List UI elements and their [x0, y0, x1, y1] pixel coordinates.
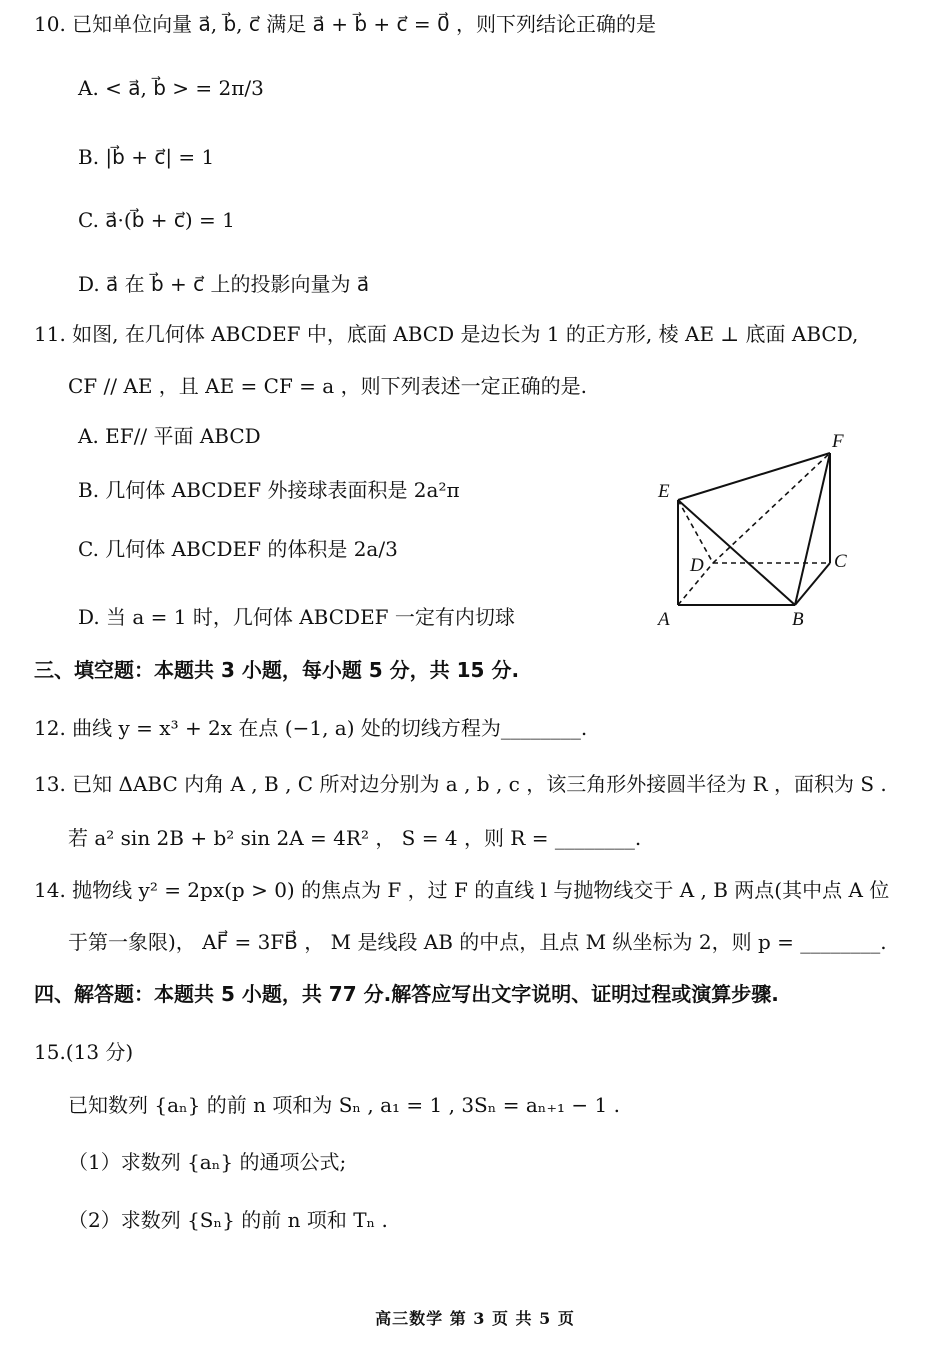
q10-option-a: A. < a⃗, b⃗ > = 2π/3 — [78, 76, 264, 100]
q11-option-d: D. 当 a = 1 时，几何体 ABCDEF 一定有内切球 — [78, 605, 515, 629]
q10-stem: 10. 已知单位向量 a⃗, b⃗, c⃗ 满足 a⃗ + b⃗ + c⃗ = 0⃗ ，则下列结论正确的是 — [34, 12, 657, 36]
label-d: D — [690, 555, 704, 576]
label-b: B — [792, 609, 804, 630]
q10-option-b: B. |b⃗ + c⃗| = 1 — [78, 145, 215, 169]
q15-part1: （1）求数列 {aₙ} 的通项公式; — [68, 1150, 347, 1174]
label-f: F — [832, 431, 844, 452]
q15-part2: （2）求数列 {Sₙ} 的前 n 项和 Tₙ . — [68, 1208, 388, 1232]
q15-stem: 已知数列 {aₙ} 的前 n 项和为 Sₙ , a₁ = 1 , 3Sₙ = aₙ₊₁ − 1 . — [68, 1093, 620, 1117]
edge-ed-hidden — [678, 500, 713, 563]
section4-heading: 四、解答题：本题共 5 小题，共 77 分.解答应写出文字说明、证明过程或演算步骤. — [34, 982, 779, 1006]
q10-option-c: C. a⃗·(b⃗ + c⃗) = 1 — [78, 208, 235, 232]
edge-bf — [795, 453, 830, 605]
edge-ef — [678, 453, 830, 500]
label-e: E — [658, 481, 670, 502]
q12: 12. 曲线 y = x³ + 2x 在点 (−1, a) 处的切线方程为________. — [34, 716, 588, 740]
q11-option-c: C. 几何体 ABCDEF 的体积是 2a/3 — [78, 537, 398, 561]
q13-line1: 13. 已知 ΔABC 内角 A , B , C 所对边分别为 a , b , c ，该三角形外接圆半径为 R ，面积为 S . — [34, 772, 887, 796]
label-a: A — [658, 609, 670, 630]
q11-option-b: B. 几何体 ABCDEF 外接球表面积是 2a²π — [78, 478, 460, 502]
q11-stem-line2: CF // AE ，且 AE = CF = a ，则下列表述一定正确的是. — [68, 374, 587, 398]
q14-line1: 14. 抛物线 y² = 2px(p > 0) 的焦点为 F ，过 F 的直线 l 与抛物线交于 A , B 两点(其中点 A 位 — [34, 878, 890, 902]
page-footer: 高三数学 第 3 页 共 5 页 — [375, 1309, 575, 1328]
geometry-figure — [650, 425, 870, 635]
label-c: C — [834, 551, 847, 572]
q10-option-d: D. a⃗ 在 b⃗ + c⃗ 上的投影向量为 a⃗ — [78, 272, 370, 296]
q14-line2: 于第一象限)， AF⃗ = 3FB⃗ ， M 是线段 AB 的中点，且点 M 纵坐标为 2，则 p = ________. — [68, 930, 887, 954]
q13-line2: 若 a² sin 2B + b² sin 2A = 4R² ， S = 4 ，则 R = ________. — [68, 826, 642, 850]
q15-title: 15.(13 分) — [34, 1040, 134, 1064]
q11-option-a: A. EF// 平面 ABCD — [78, 424, 261, 448]
q11-stem-line1: 11. 如图, 在几何体 ABCDEF 中，底面 ABCD 是边长为 1 的正方形, 棱 AE ⊥ 底面 ABCD, — [34, 322, 859, 346]
section3-heading: 三、填空题：本题共 3 小题，每小题 5 分，共 15 分. — [34, 658, 520, 682]
edge-eb — [678, 500, 795, 605]
